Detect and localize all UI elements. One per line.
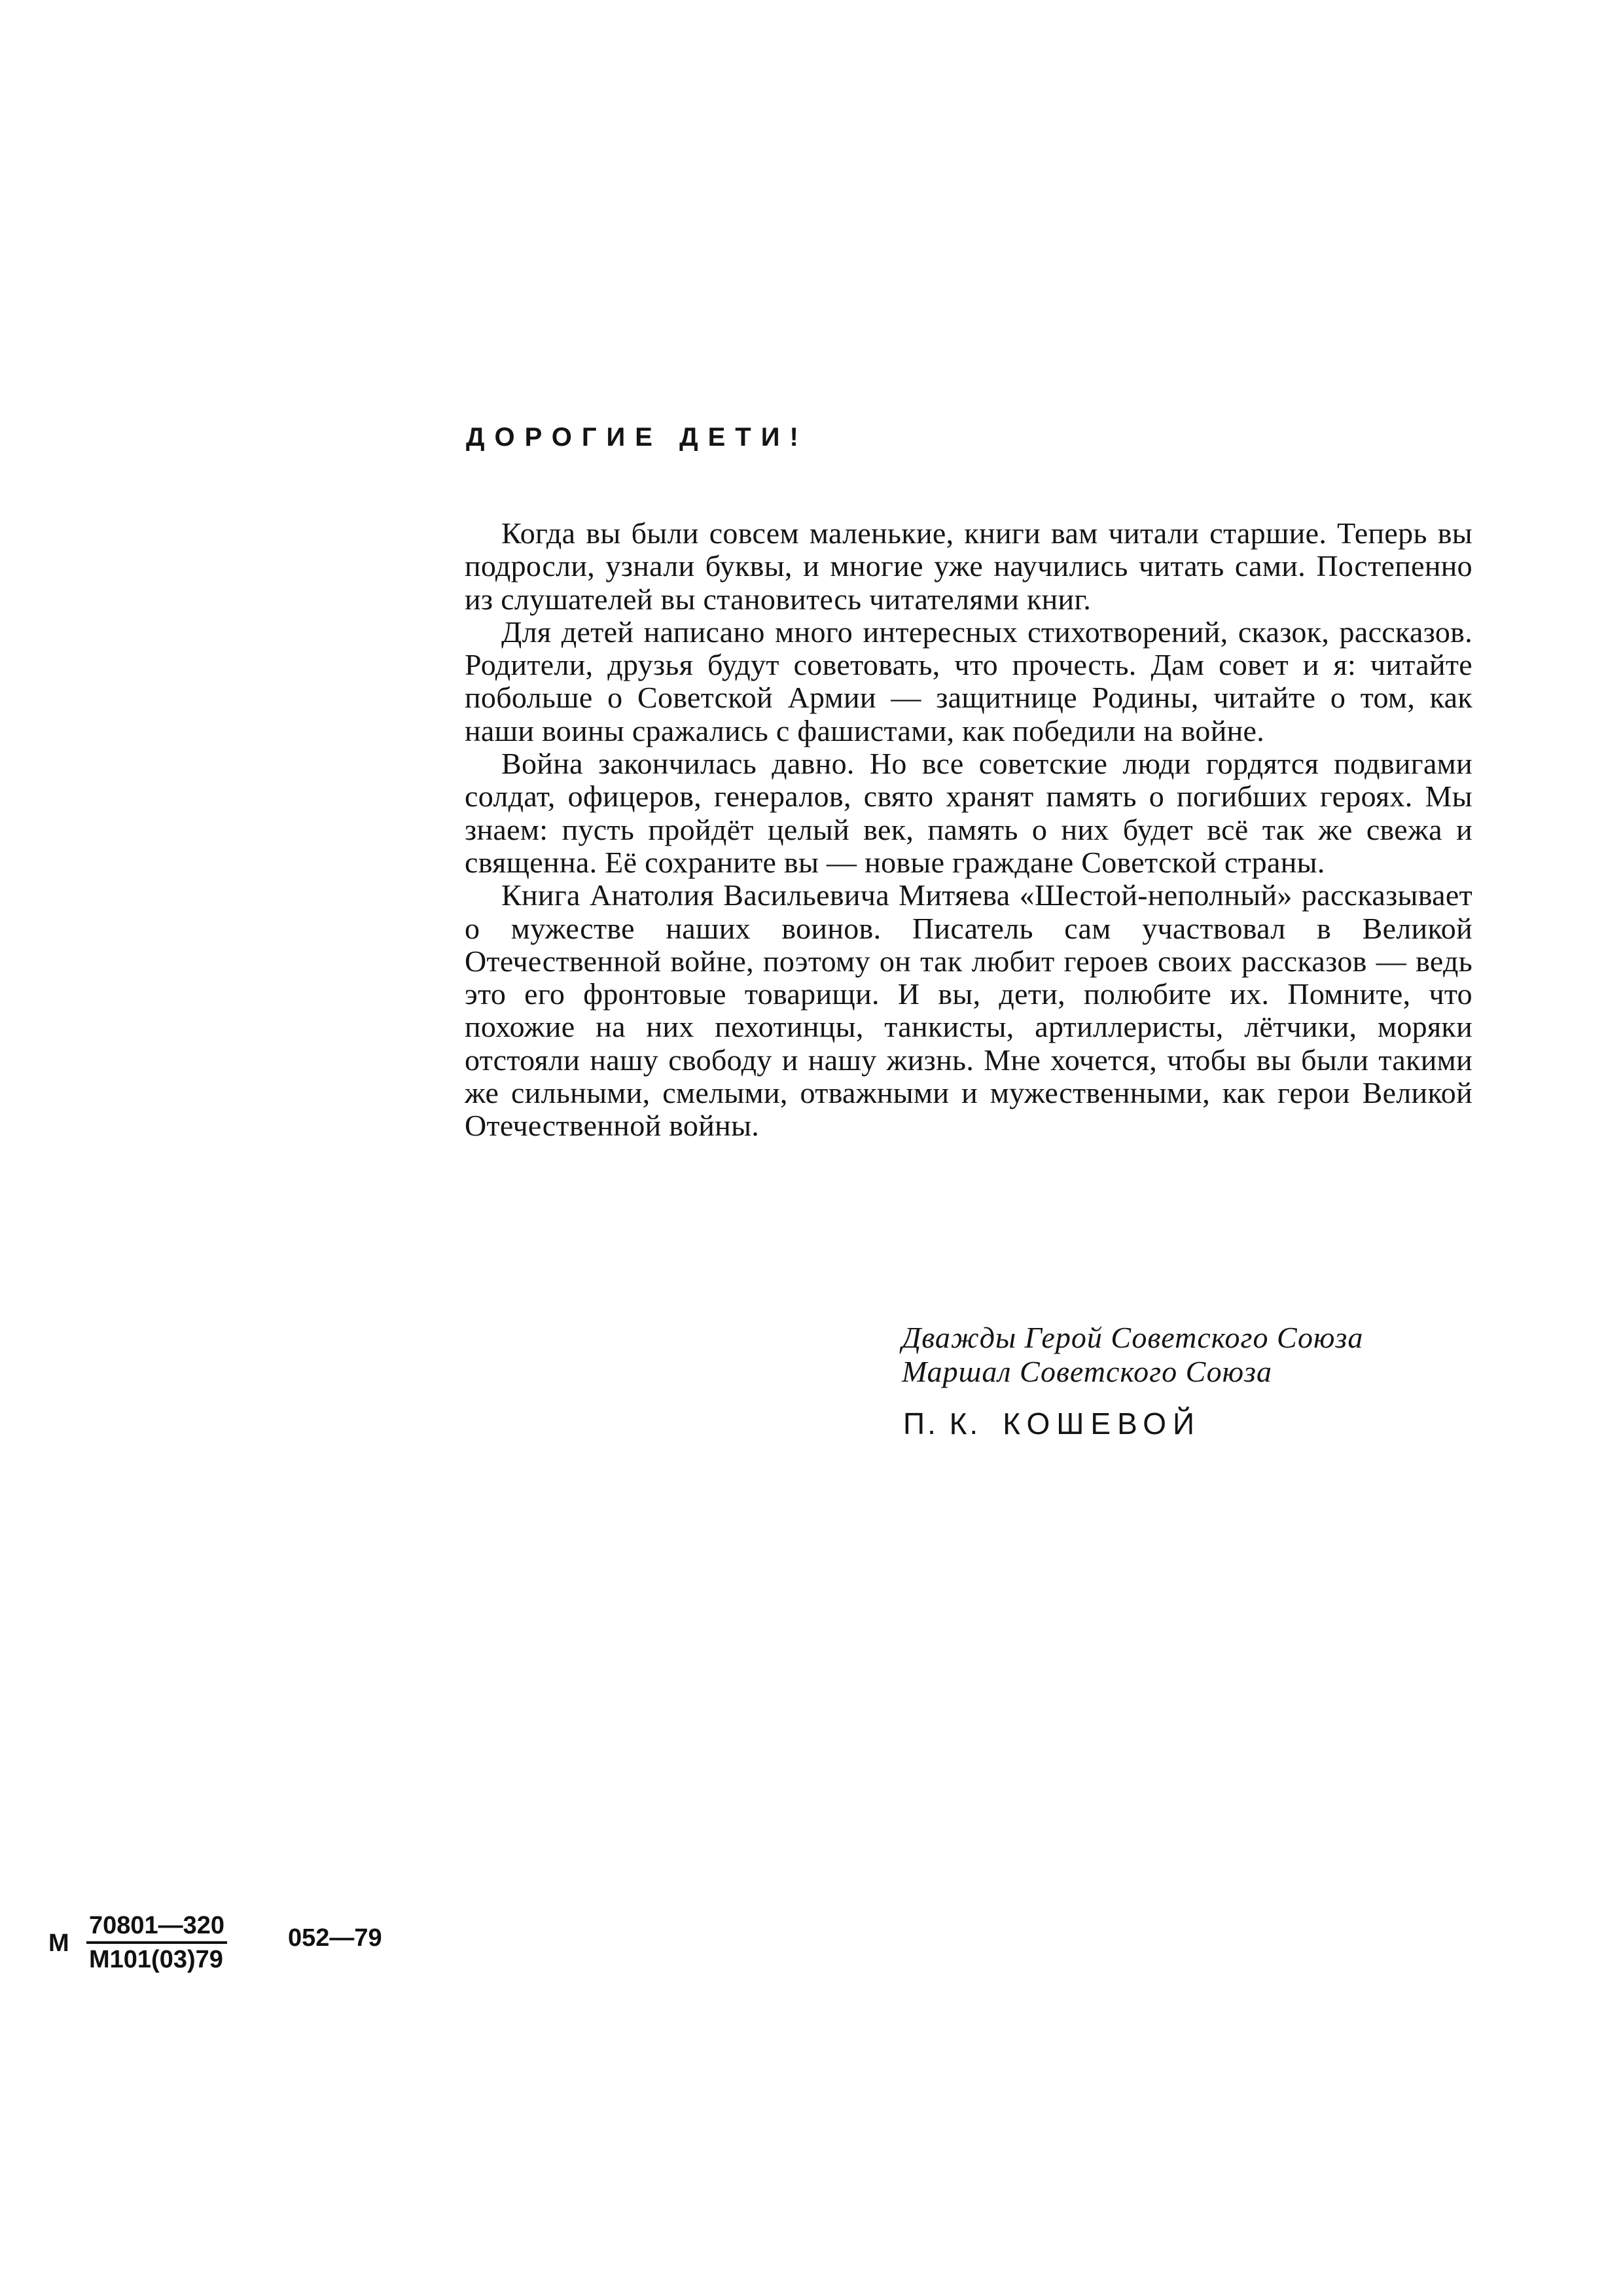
letter-paragraph-2: Для детей написано много интересных стихотворений, сказок, рассказов. Родители, друзья будут советовать, что прочесть. Дам совет и я: читайте побольше о Советской Армии — защитнице Родины, читайте о том, как наши воины сражались с фашистами, как победили на войне.: [465, 615, 1472, 747]
publication-index: [48, 1911, 415, 1977]
publication-index-prefix: М: [48, 1929, 69, 1957]
letter-paragraph-3: Война закончилась давно. Но все советские люди гордятся подвигами солдат, офицеров, генералов, свято хранят память о погибших героях. Мы знаем: пусть пройдёт целый век, память о них будет всё так же свежа и священна. Её сохраните вы — новые граждане Советской страны.: [465, 747, 1472, 879]
publication-index-fraction: [86, 1911, 227, 1974]
publication-index-numerator: 70801—320: [86, 1911, 227, 1944]
signature-name: [903, 1408, 1201, 1439]
signature-title-line-1: Дважды Герой Советского Союза: [902, 1321, 1364, 1354]
signature-block: [902, 1321, 1504, 1389]
publication-index-suffix: 052—79: [288, 1924, 382, 1952]
signature-initials: П. К.: [903, 1407, 981, 1441]
signature-surname: КОШЕВОЙ: [1003, 1407, 1202, 1441]
publication-index-denominator: М101(03)79: [89, 1946, 223, 1973]
letter-paragraph-4: Книга Анатолия Васильевича Митяева «Шестой-неполный» рассказывает о мужестве наших воинов. Писатель сам участвовал в Великой Отечественной войне, поэтому он так любит героев своих рассказов — ведь это его фронтовые товарищи. И вы, дети, полюбите их. Помните, что похожие на них пехотинцы, танкисты, артиллеристы, лётчики, моряки отстояли нашу свободу и нашу жизнь. Мне хочется, чтобы вы были такими же сильными, смелыми, отважными и мужественными, как герои Великой Отечественной войны.: [465, 878, 1472, 1143]
signature-title-line-2: Маршал Советского Союза: [902, 1355, 1272, 1388]
letter-heading: ДОРОГИЕ ДЕТИ!: [466, 423, 808, 452]
letter-body: [465, 517, 1472, 1143]
letter-paragraph-1: Когда вы были совсем маленькие, книги вам читали старшие. Теперь вы подросли, узнали буквы, и многие уже научились читать сами. Постепенно из слушателей вы становитесь читателями книг.: [465, 516, 1472, 616]
